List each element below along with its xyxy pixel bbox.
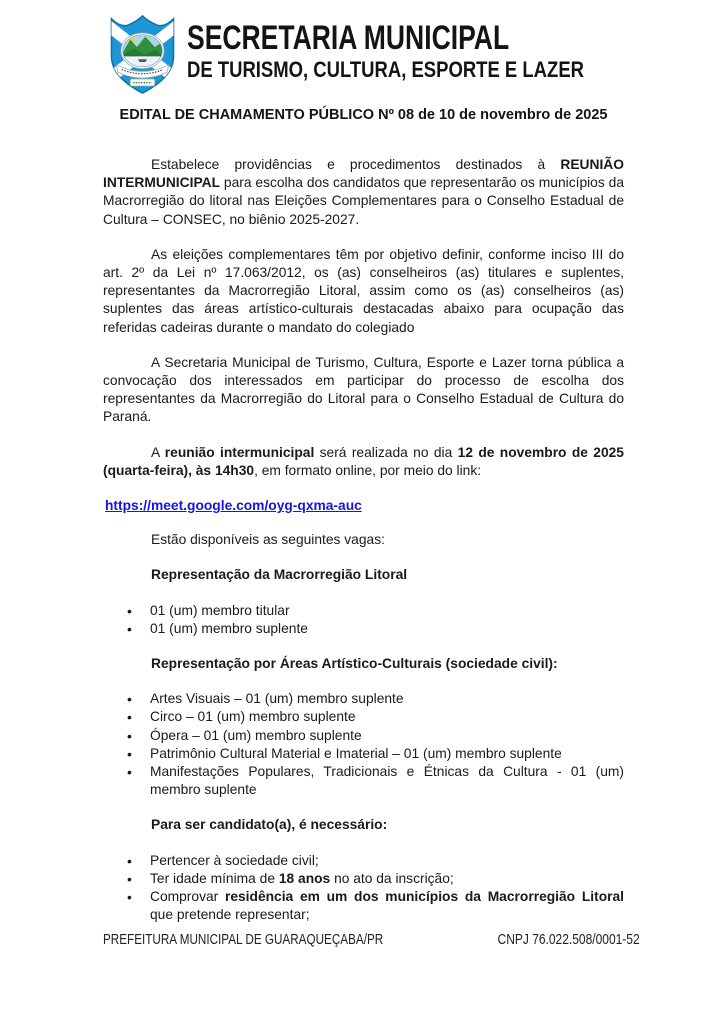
bullet-item xyxy=(150,888,624,924)
text-run: Estabelece providências e procedimentos destinados à xyxy=(151,157,561,172)
bullet-item xyxy=(150,602,624,620)
heading-requisitos xyxy=(103,816,624,834)
bullet-item xyxy=(150,727,624,745)
paragraph-reuniao-data xyxy=(103,444,624,480)
text-run: Pertencer à sociedade civil; xyxy=(150,852,319,868)
org-name-line2: DE TURISMO, CULTURA, ESPORTE E LAZER xyxy=(187,56,584,82)
text-run: , em formato online, por meio do link: xyxy=(254,462,482,478)
text-run-bold: 18 anos xyxy=(278,870,331,886)
municipal-shield-icon xyxy=(103,13,182,96)
text-run: Estão disponíveis as seguintes vagas: xyxy=(151,532,385,548)
text-run: no ato da inscrição; xyxy=(330,870,454,886)
link-line xyxy=(103,497,624,515)
text-run: Artes Visuais – 01 (um) membro suplente xyxy=(150,691,404,707)
letterhead xyxy=(103,13,660,96)
text-run: Representação por Áreas Artístico-Culturais (sociedade civil): xyxy=(151,656,558,672)
coat-of-arms-logo xyxy=(103,13,182,96)
heading-areas-artistico-culturais xyxy=(103,655,624,673)
page-footer xyxy=(103,931,640,949)
text-run: 01 (um) membro titular xyxy=(150,602,290,618)
bullet-item xyxy=(150,763,624,799)
text-run: Ter idade mínima de xyxy=(150,870,279,886)
heading-macrorregiao xyxy=(103,566,624,584)
text-run: Patrimônio Cultural Material e Imaterial – 01 (um) membro suplente xyxy=(150,745,562,761)
list-requisitos xyxy=(103,852,624,925)
text-run-bold: reunião intermunicipal xyxy=(164,444,315,460)
text-run: Ópera – 01 (um) membro suplente xyxy=(150,727,362,743)
text-run: Circo – 01 (um) membro suplente xyxy=(150,709,356,725)
text-run: que pretende representar; xyxy=(150,907,310,923)
paragraph-convocacao xyxy=(103,354,624,427)
text-run: As eleições complementares têm por objetivo definir, conforme inciso III do art. 2º da Lei nº 17.063/2012, os (as) conselheiros (as) titulares e suplentes, representantes da Macrorregião Litoral, assim como os (as) conselheiros (as) suplentes das áreas artístico-culturais destacadas abaixo para ocupação das referidas cadeiras durante o mandato do colegiado xyxy=(103,246,624,335)
paragraph-eleicoes xyxy=(103,246,624,337)
paragraph-providencias xyxy=(103,156,624,229)
list-macrorregiao xyxy=(103,602,624,638)
text-run: A Secretaria Municipal de Turismo, Cultura, Esporte e Lazer torna pública a convocação dos interessados em participar do processo de escolha dos representantes da Macrorregião do Litoral para o Conselho Estadual de Cultura do Paraná. xyxy=(103,354,624,425)
vagas-intro xyxy=(103,531,624,549)
text-run: Para ser candidato(a), é necessário: xyxy=(151,817,388,833)
text-run-bold: REUNIÃO INTERMUNICIPAL xyxy=(103,157,624,191)
org-name-line1: SECRETARIA MUNICIPAL xyxy=(187,19,510,57)
bullet-item xyxy=(150,852,624,870)
text-run-bold: 12 de novembro de 2025 (quarta-feira), às 14h30 xyxy=(103,444,624,478)
bullet-item xyxy=(150,870,624,888)
bullet-item xyxy=(150,690,624,708)
document-body xyxy=(103,156,624,942)
text-run-bold: residência em um dos municípios da Macrorregião Litoral xyxy=(224,889,624,905)
text-run: Comprovar xyxy=(150,889,225,905)
text-run: para escolha dos candidatos que representarão os municípios da Macrorregião do litoral nas Eleições Complementares para o Conselho Estadual de Cultura – CONSEC, no biênio 2025-2027. xyxy=(103,175,624,227)
bullet-item xyxy=(150,620,624,638)
text-run: será realizada no dia xyxy=(314,444,458,460)
text-run: Manifestações Populares, Tradicionais e Étnicas da Cultura - 01 (um) membro suplente xyxy=(150,764,624,798)
footer-cnpj: CNPJ 76.022.508/0001-52 xyxy=(497,931,640,948)
footer-municipality: PREFEITURA MUNICIPAL DE GUARAQUEÇABA/PR xyxy=(103,931,384,948)
text-run: 01 (um) membro suplente xyxy=(150,620,308,636)
text-run: A xyxy=(151,444,165,460)
document-title: EDITAL DE CHAMAMENTO PÚBLICO Nº 08 de 10 de novembro de 2025 xyxy=(119,107,608,123)
list-areas xyxy=(103,690,624,799)
text-run: Representação da Macrorregião Litoral xyxy=(151,567,408,583)
org-name xyxy=(187,13,660,82)
bullet-item xyxy=(150,708,624,726)
meeting-link[interactable]: https://meet.google.com/oyg-qxma-auc xyxy=(105,498,362,514)
bullet-item xyxy=(150,745,624,763)
